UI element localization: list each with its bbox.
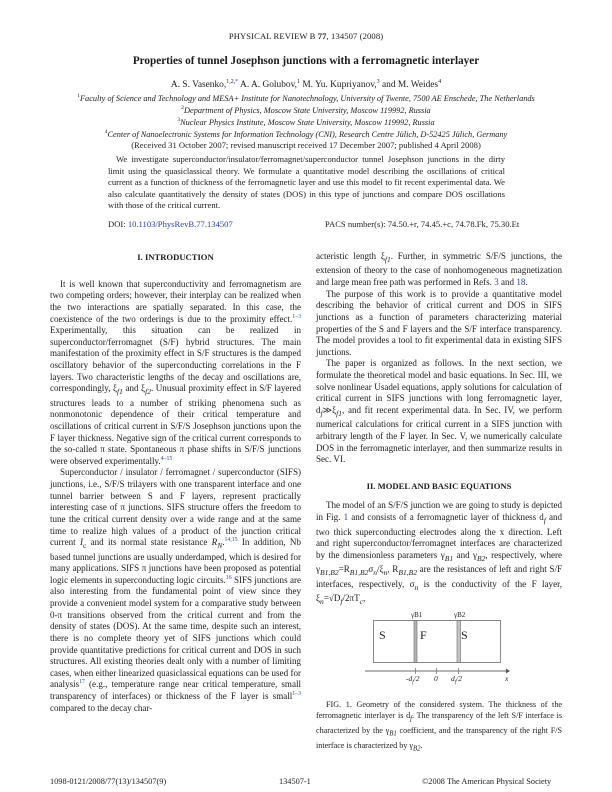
paragraph: It is well known that superconductivity and ferromagnetism are two competing orders; however, their interplay can be realized when the two interactions are spatially separated. In this case, the coexistence of the two orderings is due to the proximity effect.$^{1-3}$ Experimentally, this situation can be realized in superconductor/ferromagnet (S/F) hybrid structures. The main manifestation of the proximity effect in S/F structures is the damped oscillatory behavior of the superconducting correlations in the F layers. Two characteristic lengths of the decay and oscillations are, correspondingly, $\xi_{f1}$ and $\xi_{f2}$. Unusual proximity effect in S/F layered structures leads to a number of striking phenomena such as nonmonotonic dependence of their critical temperature and oscillations of critical current in S/F/S Josephson junctions upon the F layer thickness. Negative sign of the critical current corresponds to the so-called π state. Spontaneous π phase shifts in S/F/S junctions were observed experimentally.$^{4-15}$ <box>50 278 302 466</box>
affiliation-text: Faculty of Science and Technology and MESA+ Institute for Nanotechnology, University of Twente, 7500 AE Enschede, The Netherlands <box>79 94 535 103</box>
paper-title: Properties of tunnel Josephson junctions with a ferromagnetic interlayer <box>132 55 480 67</box>
label-gamma-b1: γB1 <box>411 611 423 619</box>
label-ferromagnet: F <box>420 628 427 642</box>
affiliation <box>0 93 612 105</box>
doi-label: DOI: <box>108 219 128 229</box>
section-heading-model: II. MODEL AND BASIC EQUATIONS <box>366 480 512 491</box>
sfs-junction-diagram <box>316 606 562 686</box>
citation-link[interactable]: 1–3 <box>292 691 301 698</box>
tick-minus-df-half: $-d_f/2$ <box>406 674 420 686</box>
affiliation-number: 2 <box>181 105 185 112</box>
figure-1-caption: FIG. 1. Geometry of the considered system. The thickness of the ferromagnetic interlayer is $d_f$. The transparency of the left S/F interface is characterized by the $\gamma_{B1}$ coefficient, and the transparency of the right F/S interface is characterized by $\gamma_{B2}$. <box>316 700 562 753</box>
author: M. Yu. Kupriyanov, <box>302 80 377 90</box>
citation-link[interactable]: 14,15 <box>224 537 238 544</box>
section-heading-introduction: I. INTRODUCTION <box>137 252 214 262</box>
paragraph: Superconductor / insulator / ferromagnet / superconductor (SIFS) junctions, i.e., S/F/S trilayers with one transparent interface and one tunnel barrier between S and F layers, represent practically interesting case of π junctions. SIFS structure offers the freedom to tune the critical current density over a wide range and at the same time to realize high values of a product of the junction critical current $I_c$ and its normal state resistance $R_N.^{14,15}$ In addition, Nb based tunnel junctions are usually underdamped, which is desired for many applications. SIFS π junctions have been proposed as potential logic elements in superconducting logic circuits.$^{16}$ SIFS junctions are also interesting from the fundamental point of view since they provide a convenient model system for a comparative study between 0-π transitions observed from the critical current and from the density of states (DOS). At the same time, despite such an interest, there is no complete theory yet of SIFS junctions which could provide quantitative predictions for critical current and DOS in such structures. All existing theories dealt only with a number of limiting cases, when either linearized quasiclassical equations can be used for analysis$^{17}$ (e.g., temperature range near critical temperature, small transparency of interfaces) or thickness of the F layer is small$^{1-3}$ compared to the decay char- <box>50 467 301 713</box>
affiliation <box>0 117 612 129</box>
author-affil: 1,2, <box>226 78 236 85</box>
paragraph: The paper is organized as follows. In the next section, we formulate the theoretical model and basic equations. In Sec. III, we solve nonlinear Usadel equations, apply solutions for calculation of critical current in SIFS junctions with long ferromagnetic layer, $d_f≫\xi_{f1}$, and fit recent experimental data. In Sec. IV, we perform numerical calculations for critical current in a SIFS junction with arbitrary length of the F layer. In Sec. V, we numerically calculate DOS in the ferromagnetic interlayer, and then summarize results in Sec. VI. <box>316 358 562 465</box>
figure-link[interactable]: 1 <box>343 512 349 523</box>
abstract: We investigate superconductor/insulator/ferromagnet/superconductor tunnel Josephson junctions in the dirty limit using the quasiclassical theory. We formulate a quantitative model describing the oscillations of critical current as a function of thickness of the ferromagnetic layer and use this model to fit recent experimental data. We also calculate quantitatively the density of states (DOS) in this type of junctions and compare DOS oscillations with those of the critical current. <box>108 154 505 211</box>
paragraph: acteristic length $\xi_{f1}$. Further, in symmetric S/F/S junctions, the extension of theory to the case of nonhomogeneous magnetization and large mean free path was performed in Refs. 3 and 18. <box>316 251 562 288</box>
affiliation <box>0 105 612 117</box>
footer-issn: 1098-0121/2008/77(13)/134507(9) <box>50 777 167 786</box>
label-left-superconductor: S <box>379 628 386 642</box>
author-affil: 4 <box>438 78 442 85</box>
author: and M. Weides <box>381 80 439 90</box>
footer-copyright: ©2008 The American Physical Society <box>422 777 552 786</box>
label-right-superconductor: S <box>461 628 468 642</box>
axis-label-x: x <box>505 674 509 683</box>
author: A. S. Vasenko, <box>170 80 227 90</box>
paragraph: The purpose of this work is to provide a quantitative model describing the behavior of critical current and DOS in SIFS junctions as a function of parameters characterizing material properties of the S and F layers and the S/F interface transparency. The model provides a tool to fit experimental data in existing SIFS junctions. <box>316 288 562 357</box>
paragraph: The model of an S/F/S junction we are going to study is depicted in Fig. 1 and consists of a ferromagnetic layer of thickness $d_f$ and two thick superconducting electrodes along the x direction. Left and right superconductor/ferromagnet interfaces are characterized by the dimensionless parameters $\gamma_{B1}$ and $\gamma_{B2}$, respectively, where $\gamma_{B1,B2}=R_{B1,B2}\sigma_n/\xi_n$, $R_{B1,B2}$ are the resistances of left and right S/F interfaces, respectively, $\sigma_n$ is the conductivity of the F layer, $\xi_n=√D_f/2\pi T_c$, <box>316 500 563 606</box>
citation-link[interactable]: 17 <box>79 679 85 686</box>
affiliation-text: Department of Physics, Moscow State University, Moscow 119992, Russia <box>184 106 431 115</box>
affiliation-text: Center of Nanoelectronic Systems for Information Technology (CNI), Research Centre Jülich, D-52425 Jülich, Germany <box>107 130 508 139</box>
citation-link[interactable]: 16 <box>225 574 232 581</box>
corresponding-author-link[interactable]: * <box>235 78 239 85</box>
affiliation-text: Nuclear Physics Institute, Moscow State University, Moscow 119992, Russia <box>180 118 435 127</box>
citation-link[interactable]: 1–3 <box>292 313 301 320</box>
received-dates: (Received 31 October 2007; revised manuscript received 17 December 2007; published 4 April 2008) <box>131 140 481 150</box>
doi <box>108 219 233 229</box>
tick-zero: 0 <box>434 674 438 683</box>
right-column <box>316 251 562 607</box>
footer-page-number: 134507-1 <box>279 777 311 786</box>
author-affil: 1 <box>297 78 300 85</box>
doi-link[interactable]: 10.1103/PhysRevB.77.134507 <box>127 219 233 229</box>
citation-link[interactable]: 4–15 <box>160 455 173 462</box>
journal-volume: 77 <box>317 31 327 41</box>
citation-link[interactable]: 18 <box>516 277 526 288</box>
author-affil: 3 <box>376 78 380 85</box>
journal-header <box>0 31 612 41</box>
left-column <box>50 252 302 714</box>
tick-df-half: $d_f/2$ <box>451 674 462 686</box>
article-info: , 134507 (2008) <box>326 31 384 41</box>
citation-link[interactable]: 3 <box>494 277 499 288</box>
affiliation-number: 1 <box>77 93 80 100</box>
affiliation <box>0 129 612 141</box>
journal-name: PHYSICAL REVIEW B <box>228 31 316 41</box>
label-gamma-b2: γB2 <box>454 611 466 619</box>
affiliation-number: 3 <box>177 117 181 124</box>
affiliation-number: 4 <box>104 129 108 136</box>
pacs-numbers: PACS number(s): 74.50.+r, 74.45.+c, 74.78.Fk, 75.30.Et <box>325 219 520 229</box>
author: A. A. Golubov, <box>240 80 297 90</box>
author-list <box>0 80 612 90</box>
figure-1-diagram <box>316 606 562 686</box>
